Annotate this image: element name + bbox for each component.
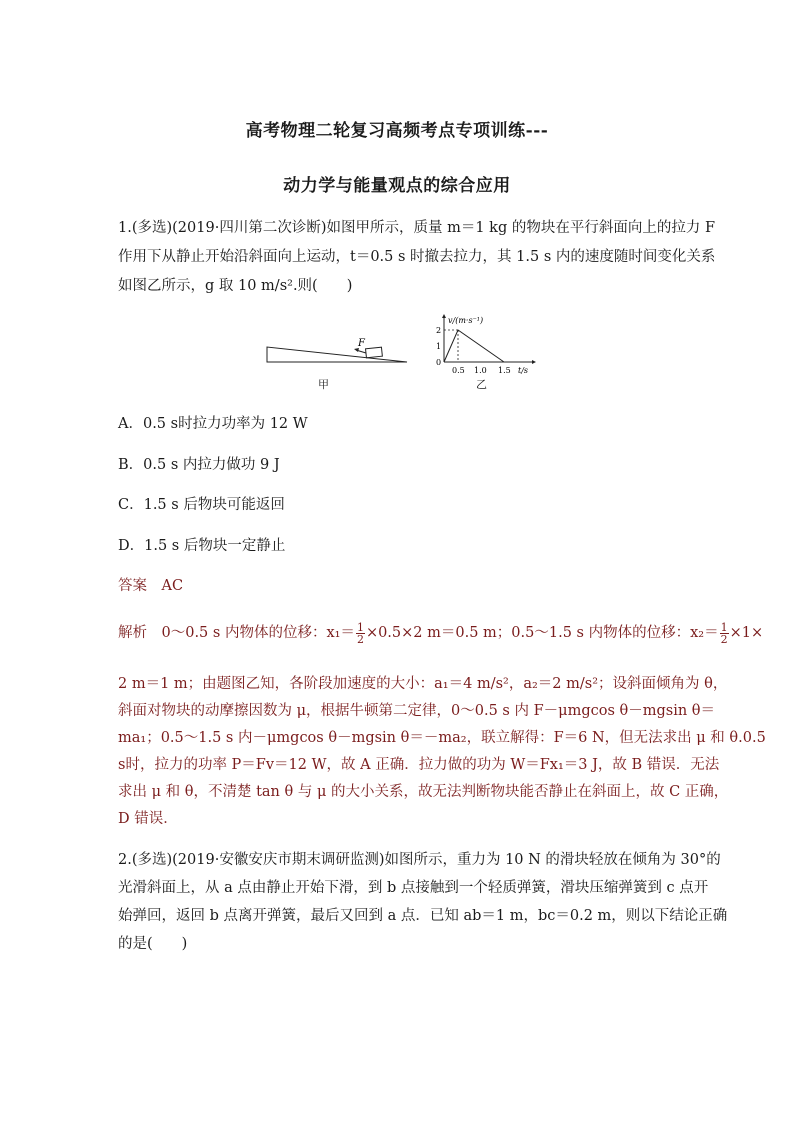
y-axis-label: v/(m·s⁻¹)	[448, 316, 484, 325]
analysis-l1-part-c: ×1×	[729, 625, 764, 641]
q2-line-3: 始弹回，返回 b 点离开弹簧，最后又回到 a 点．已知 ab＝1 m，bc＝0.2 m，则以下结论正确	[118, 908, 728, 924]
analysis-line-7: D 错误．	[118, 811, 178, 827]
option-b: B．0.5 s 内拉力做功 9 J	[118, 457, 280, 473]
answer-line: 答案 AC	[118, 578, 184, 594]
velocity-line	[444, 330, 504, 362]
y-tick-1: 1	[436, 342, 442, 351]
x-tick-1-5: 1.5	[498, 366, 511, 375]
q2-line-1: 2.(多选)(2019·安徽安庆市期末调研监测)如图所示，重力为 10 N 的滑块轻放在倾角为 30°的	[118, 852, 721, 868]
analysis-l1-part-a: 解析 0～0.5 s 内物体的位移：x₁＝	[118, 625, 355, 641]
option-d: D．1.5 s 后物块一定静止	[118, 538, 286, 554]
option-c: C．1.5 s 后物块可能返回	[118, 497, 285, 513]
figure-yi-label: 乙	[476, 378, 487, 391]
x-tick-1-0: 1.0	[474, 366, 487, 375]
figure-jia-label: 甲	[318, 378, 329, 391]
q1-stem-line-3: 如图乙所示，g 取 10 m/s².则( )	[118, 278, 353, 294]
q2-line-2: 光滑斜面上，从 a 点由静止开始下滑，到 b 点接触到一个轻质弹簧，滑块压缩弹簧到 c 点开	[118, 880, 709, 896]
figure-jia	[262, 322, 412, 382]
fraction-half-1: $\frac{1}{2}$	[356, 620, 364, 646]
force-label: F	[358, 338, 365, 349]
x-tick-0-5: 0.5	[452, 366, 465, 375]
analysis-line-2: 2 m＝1 m；由题图乙知，各阶段加速度的大小：a₁＝4 m/s²，a₂＝2 m/s²；设斜面倾角为 θ，	[118, 676, 728, 692]
x-axis-label: t/s	[518, 366, 529, 375]
analysis-line-4: ma₁；0.5～1.5 s 内－μmgcos θ－mgsin θ＝－ma₂，联立解得：F＝6 N，但无法求出 μ 和 θ.0.5	[118, 730, 766, 746]
block-shape	[366, 347, 383, 358]
document-subtitle: 动力学与能量观点的综合应用	[283, 176, 511, 196]
y-tick-0: 0	[436, 358, 442, 367]
q1-stem-line-1: 1.(多选)(2019·四川第二次诊断)如图甲所示，质量 m＝1 kg 的物块在平行斜面向上的拉力 F	[118, 220, 716, 236]
document-title: 高考物理二轮复习高频考点专项训练---	[245, 121, 549, 141]
q1-stem-line-2: 作用下从静止开始沿斜面向上运动，t＝0.5 s 时撤去拉力，其 1.5 s 内的速度随时间变化关系	[118, 249, 716, 265]
y-tick-2: 2	[436, 326, 442, 335]
analysis-line-6: 求出 μ 和 θ，不清楚 tan θ 与 μ 的大小关系，故无法判断物块能否静止在斜面上，故 C 正确，	[118, 784, 729, 800]
fraction-half-2: $\frac{1}{2}$	[720, 620, 728, 646]
analysis-line-5: s时，拉力的功率 P＝Fv＝12 W，故 A 正确．拉力做的功为 W＝Fx₁＝3 J，故 B 错误．无法	[118, 757, 720, 773]
analysis-line-3: 斜面对物块的动摩擦因数为 μ，根据牛顿第二定律，0～0.5 s 内 F－μmgcos θ－mgsin θ＝	[118, 703, 716, 719]
analysis-l1-part-b: ×0.5×2 m＝0.5 m；0.5～1.5 s 内物体的位移：x₂＝	[365, 625, 719, 641]
analysis-line-1	[118, 621, 763, 645]
q2-line-4: 的是( )	[118, 936, 188, 952]
figure-yi-graph	[428, 312, 538, 382]
option-a: A．0.5 s时拉力功率为 12 W	[118, 416, 308, 432]
